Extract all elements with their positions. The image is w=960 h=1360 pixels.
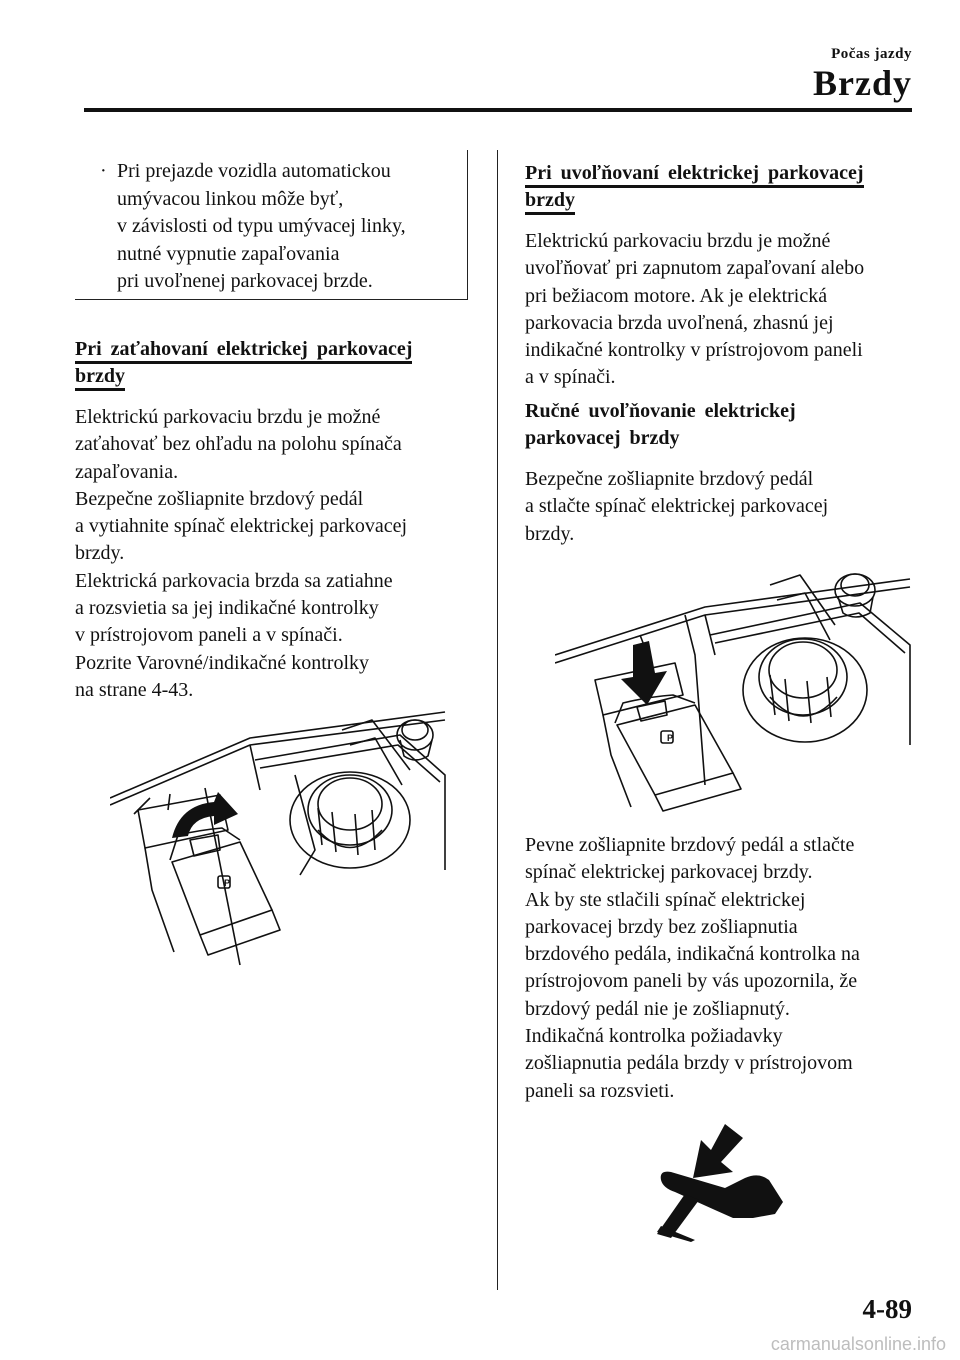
left-heading-line: brzdy xyxy=(75,365,125,391)
body-line: brzdový pedál nie je zošliapnutý. xyxy=(525,997,790,1020)
body-line: brzdy. xyxy=(525,522,575,545)
note-line: pri uvoľnenej parkovacej brzde. xyxy=(117,270,373,292)
body-line: zaťahovať bez ohľadu na polohu spínača xyxy=(75,433,402,456)
p-symbol: P xyxy=(667,733,674,743)
right-subheading xyxy=(525,398,905,452)
note-text xyxy=(117,158,467,296)
note-line: nutné vypnutie zapaľovania xyxy=(117,242,340,265)
body-line: uvoľňovať pri zapnutom zapaľovaní alebo xyxy=(525,257,865,280)
body-line: a v spínači. xyxy=(525,366,616,389)
subheading-line: parkovacej brzdy xyxy=(525,427,680,449)
body-line: Pozrite Varovné/indikačné kontrolky xyxy=(75,651,370,674)
right-heading xyxy=(525,160,905,214)
right-sub-body xyxy=(525,466,940,548)
body-line: spínač elektrickej parkovacej brzdy. xyxy=(525,861,813,884)
left-heading xyxy=(75,336,455,390)
page-title: Brzdy xyxy=(813,63,912,103)
push-switch-figure xyxy=(555,545,915,815)
header-rule xyxy=(84,108,912,112)
body-line: Elektrickú parkovaciu brzdu je možné xyxy=(75,406,381,428)
note-bullet: · xyxy=(100,160,107,182)
body-line: brzdového pedála, indikačná kontrolka na xyxy=(525,943,860,966)
note-line: Pri prejazde vozidla automatickou xyxy=(117,160,391,182)
body-line: Indikačná kontrolka požiadavky xyxy=(525,1025,783,1048)
body-line: Elektrická parkovacia brzda sa zatiahne xyxy=(75,569,393,592)
pull-switch-figure xyxy=(110,690,450,975)
right-heading-line: brzdy xyxy=(525,189,575,215)
subheading-line: Ručné uvoľňovanie elektrickej xyxy=(525,400,796,422)
body-line: zošliapnutia pedála brzdy v prístrojovom xyxy=(525,1052,853,1075)
body-line: Ak by ste stlačili spínač elektrickej xyxy=(525,888,806,911)
body-line: na strane 4-43. xyxy=(75,678,194,701)
body-line: parkovacej brzdy bez zošliapnutia xyxy=(525,915,798,938)
body-line: Bezpečne zošliapnite brzdový pedál xyxy=(525,468,814,490)
right-body xyxy=(525,228,940,392)
column-divider xyxy=(497,150,498,1290)
page-number: 4-89 xyxy=(862,1294,912,1324)
left-body xyxy=(75,404,485,704)
note-line: umývacou linkou môže byť, xyxy=(117,187,344,210)
body-line: zapaľovania. xyxy=(75,460,179,483)
body-line: a vytiahnite spínač elektrickej parkovacej xyxy=(75,515,408,538)
body-line: prístrojovom paneli by vás upozornila, že xyxy=(525,970,858,993)
body-line: paneli sa rozsvieti. xyxy=(525,1079,675,1102)
left-heading-line: Pri zaťahovaní elektrickej parkovacej xyxy=(75,338,412,364)
body-line: indikačné kontrolky v prístrojovom paneli xyxy=(525,339,863,362)
body-line: a rozsvietia sa jej indikačné kontrolky xyxy=(75,597,379,620)
p-symbol: P xyxy=(224,878,231,888)
watermark: carmanualsonline.info xyxy=(770,1334,946,1354)
right-after-figure-body xyxy=(525,832,940,1105)
right-heading-line: Pri uvoľňovaní elektrickej parkovacej xyxy=(525,162,864,188)
body-line: brzdy. xyxy=(75,542,125,565)
arrow-icon xyxy=(172,792,238,838)
body-line: Bezpečne zošliapnite brzdový pedál xyxy=(75,487,364,510)
body-line: v prístrojovom paneli a v spínači. xyxy=(75,624,343,647)
body-line: pri bežiacom motore. Ak je elektrická xyxy=(525,284,828,307)
body-line: a stlačte spínač elektrickej parkovacej xyxy=(525,495,829,518)
brake-pedal-warning-icon xyxy=(655,1122,785,1242)
body-line: Elektrickú parkovaciu brzdu je možné xyxy=(525,230,831,252)
body-line: Pevne zošliapnite brzdový pedál a stlačte xyxy=(525,834,855,856)
note-line: v závislosti od typu umývacej linky, xyxy=(117,215,406,237)
header-section-label: Počas jazdy xyxy=(831,46,912,62)
body-line: parkovacia brzda uvoľnená, zhasnú jej xyxy=(525,311,834,334)
